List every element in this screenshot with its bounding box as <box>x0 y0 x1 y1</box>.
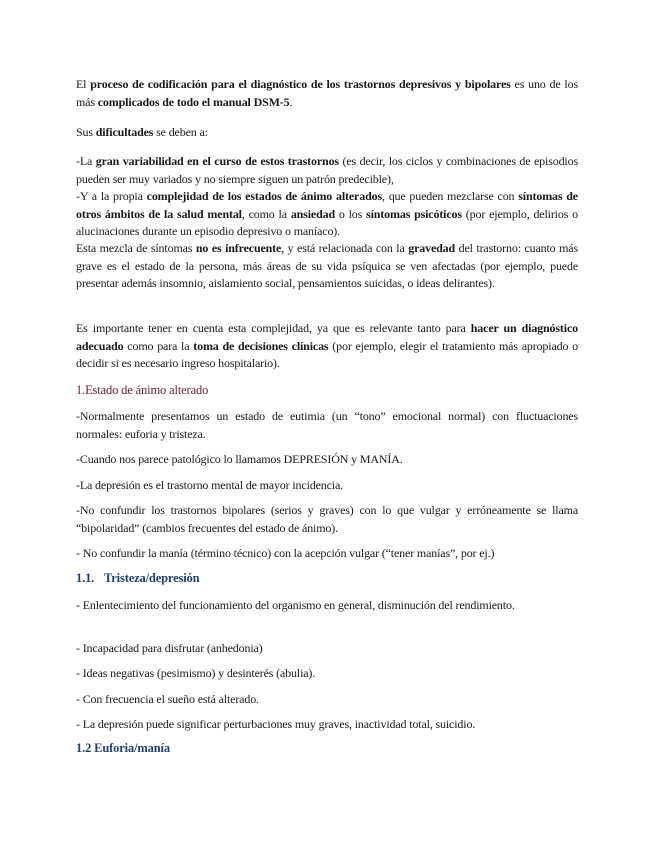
mixture-paragraph <box>76 240 578 293</box>
section11-paragraph-4: - Con frecuencia el sueño está alterado. <box>76 692 259 706</box>
text: (por ejemplo, elegir el tratamiento más apropiado o decidir si es necesario ingreso hospitalario). <box>76 338 579 370</box>
bold-text: complicados de todo el manual DSM-5 <box>97 94 290 109</box>
text: , y está relacionada con la <box>281 241 409 255</box>
text: del trastorno: cuanto más grave es el estado de la persona, más áreas de su vida psíquica se ven afectadas (por ejemplo, puede presentar además insomnio, aislamiento social, pensamientos suicidas, o ideas delirantes). <box>76 241 578 290</box>
bold-text: síntomas de otros ámbitos de la salud mental <box>76 189 578 221</box>
bold-text: no es infrecuente <box>195 241 282 255</box>
difficulty-item-2 <box>76 188 578 241</box>
bold-text: toma de decisiones clínicas <box>193 338 329 353</box>
text: , que pueden mezclarse con <box>381 189 519 203</box>
section1-paragraph-4: -No confundir los trastornos bipolares (serios y graves) con lo que vulgar y erróneamente se llama “bipolaridad” (cambios frecuentes del estado de ánimo). <box>76 503 578 535</box>
section11-paragraph-3: - Ideas negativas (pesimismo) y desinterés (abulia). <box>76 666 316 680</box>
section-heading-1: 1.Estado de ánimo alterado <box>76 383 209 397</box>
section11-paragraph-5: - La depresión puede significar perturbaciones muy graves, inactividad total, suicidio. <box>76 717 476 731</box>
text: Esta mezcla de síntomas <box>76 241 196 255</box>
section-heading-1-2: 1.2 Euforia/manía <box>76 741 170 755</box>
bold-text: gran variabilidad en el curso de estos trastornos <box>95 154 339 168</box>
difficulty-item-1 <box>76 153 578 188</box>
text: , como la <box>241 206 291 221</box>
heading-number: 1.1. <box>76 571 95 585</box>
section1-paragraph-1: -Normalmente presentamos un estado de eutimia (un “tono” emocional normal) con fluctuaciones normales: euforia y tristeza. <box>76 409 578 441</box>
text: . <box>289 94 293 109</box>
section11-paragraph-2: - Incapacidad para disfrutar (anhedonia) <box>76 641 263 655</box>
text: -Y a la propia <box>76 189 147 203</box>
section1-paragraph-5: - No confundir la manía (término técnico) con la acepción vulgar (“tener manías”, por ej.) <box>76 546 495 560</box>
bold-text: complejidad de los estados de ánimo alterados <box>146 189 382 203</box>
bold-text: proceso de codificación para el diagnóstico de los trastornos depresivos y bipolares <box>90 77 511 91</box>
importance-paragraph <box>76 320 578 373</box>
section1-paragraph-3: -La depresión es el trastorno mental de mayor incidencia. <box>76 478 344 492</box>
text: se deben a: <box>153 125 208 139</box>
text: -La <box>76 154 96 168</box>
section-heading-1-1 <box>76 571 199 586</box>
text: (es decir, los ciclos y combinaciones de episodios pueden ser muy variados y no siempre siguen un patrón predecible), <box>76 154 578 186</box>
heading-title: Tristeza/depresión <box>104 571 200 585</box>
text: como para la <box>123 338 194 353</box>
text: Es importante tener en cuenta esta complejidad, ya que es relevante tanto para <box>76 321 471 335</box>
section1-paragraph-2: -Cuando nos parece patológico lo llamamos DEPRESIÓN y MANÍA. <box>76 452 403 466</box>
text: (por ejemplo, delirios o alucinaciones durante un episodio depresivo o maníaco). <box>76 206 578 238</box>
text: Sus <box>76 125 96 139</box>
bold-text: hacer un diagnóstico adecuado <box>76 321 578 353</box>
text: es uno de los más <box>76 77 578 109</box>
text: El <box>76 77 91 91</box>
bold-text: gravedad <box>408 241 456 255</box>
bold-text: síntomas psicóticos <box>366 206 462 221</box>
bold-text: ansiedad <box>290 206 335 221</box>
bold-text: dificultades <box>95 125 154 139</box>
difficulties-intro <box>76 124 578 142</box>
text: o los <box>334 206 367 221</box>
section11-paragraph-1: - Enlentecimiento del funcionamiento del organismo en general, disminución del rendimiento. <box>76 598 515 612</box>
intro-paragraph <box>76 76 578 111</box>
